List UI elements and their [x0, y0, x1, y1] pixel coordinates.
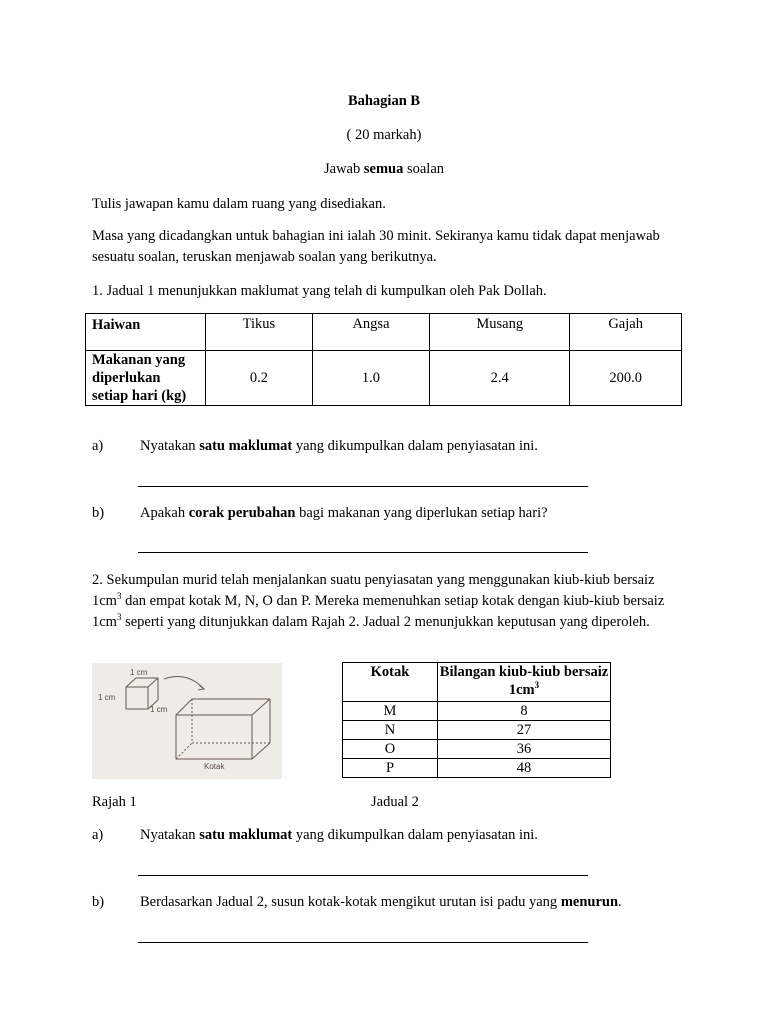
table-cell: 48 — [438, 759, 611, 778]
table-header-cell: Bilangan kiub-kiub bersaiz $1cm^3$ — [438, 663, 611, 702]
table-caption: Jadual 2 — [371, 794, 419, 810]
q2a-text: Nyatakan satu maklumat yang dikumpulkan dalam penyiasatan ini. — [140, 827, 538, 843]
table-cell: 2.4 — [430, 351, 570, 406]
table-cell: 0.2 — [206, 351, 313, 406]
q1b-text: Apakah corak perubahan bagi makanan yang diperlukan setiap hari? — [140, 505, 548, 521]
cube-box-illustration — [92, 663, 282, 779]
q1a-text: Nyatakan satu maklumat yang dikumpulkan dalam penyiasatan ini. — [140, 438, 538, 454]
table-2 — [342, 662, 611, 778]
table-row — [86, 314, 682, 351]
table-cell: 27 — [438, 721, 611, 740]
table-cell: M — [343, 702, 438, 721]
table-header-row — [343, 663, 611, 702]
q2-stem: 2. Sekumpulan murid telah menjalankan suatu penyiasatan yang menggunakan kiub-kiub bersaiz $1cm^3$ dan empat kotak M, N, O dan P. Mereka memenuhkan setiap kotak dengan kiub-kiub bersaiz $1cm^3$ seperti yang ditunjukkan dalam Rajah 2. Jadual 2 menunjukkan keputusan yang diperoleh. — [92, 572, 665, 630]
table-cell: P — [343, 759, 438, 778]
table-cell: Tikus — [206, 314, 313, 351]
table-cell: Angsa — [312, 314, 429, 351]
table-row — [343, 759, 611, 778]
table-header-cell: Kotak — [343, 663, 438, 702]
table-row — [343, 721, 611, 740]
section-title: Bahagian B — [347, 93, 421, 109]
table-cell: N — [343, 721, 438, 740]
table-cell: Gajah — [570, 314, 682, 351]
q2b-label: b) — [92, 894, 105, 910]
table-cell: Musang — [430, 314, 570, 351]
table-row — [343, 702, 611, 721]
cube-box-figure — [92, 663, 282, 779]
table-header-cell: Makanan yang diperlukan setiap hari (kg) — [86, 351, 206, 406]
table-cell: 8 — [438, 702, 611, 721]
q1b-answer-line[interactable] — [138, 552, 588, 553]
figure-caption: Rajah 1 — [92, 794, 137, 810]
q1a-answer-line[interactable] — [138, 486, 588, 487]
table-row — [343, 740, 611, 759]
table-1 — [85, 313, 682, 406]
q2a-label: a) — [92, 827, 104, 843]
q2b-answer-line[interactable] — [138, 942, 588, 943]
intro-line-2: Masa yang dicadangkan untuk bahagian ini ialah 30 minit. Sekiranya kamu tidak dapat menjawab sesuatu soalan, teruskan menjawab soalan yang berikutnya. — [92, 228, 660, 265]
q1-stem: 1. Jadual 1 menunjukkan maklumat yang telah di kumpulkan oleh Pak Dollah. — [92, 283, 547, 299]
figure-label: 1 cm — [98, 693, 116, 702]
q2b-text: Berdasarkan Jadual 2, susun kotak-kotak mengikut urutan isi padu yang menurun. — [140, 894, 622, 910]
intro-line-1: Tulis jawapan kamu dalam ruang yang disediakan. — [92, 196, 386, 212]
table-row — [86, 351, 682, 406]
table-cell: 36 — [438, 740, 611, 759]
table-header-cell: Haiwan — [86, 314, 206, 351]
table-cell: O — [343, 740, 438, 759]
figure-label: 1 cm — [130, 668, 148, 677]
q1b-label: b) — [92, 505, 105, 521]
figure-label: Kotak — [204, 762, 225, 771]
figure-label: 1 cm — [150, 705, 168, 714]
table-cell: 200.0 — [570, 351, 682, 406]
q2a-answer-line[interactable] — [138, 875, 588, 876]
instruction: Jawab semua soalan — [323, 161, 445, 177]
q1a-label: a) — [92, 438, 104, 454]
table-cell: 1.0 — [312, 351, 429, 406]
marks-note: ( 20 markah) — [346, 127, 422, 143]
